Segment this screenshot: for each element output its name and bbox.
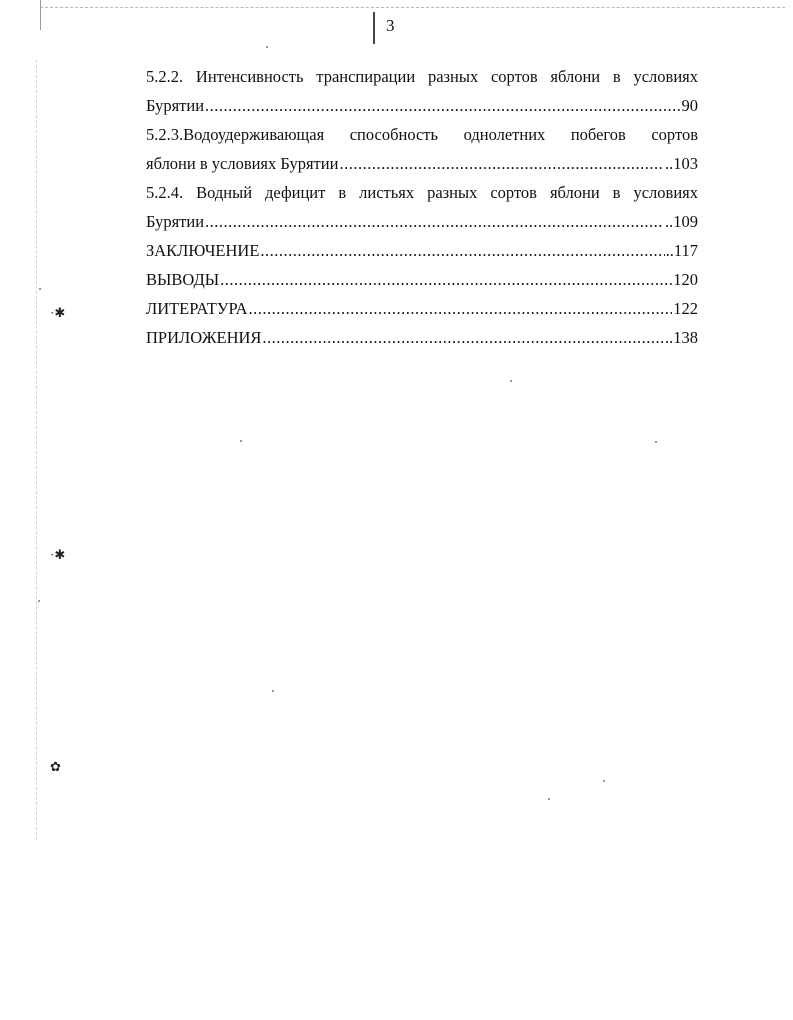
toc-entry-line [146, 265, 698, 294]
toc-page-number: ..103 [665, 154, 698, 173]
toc-entry-title-tail: Бурятии [146, 212, 205, 231]
toc-leader-dots [205, 91, 680, 120]
scan-speck [272, 690, 274, 692]
toc-entry-title: ПРИЛОЖЕНИЯ [146, 328, 262, 347]
toc-page-number: 120 [673, 270, 698, 289]
toc-entry-line [146, 323, 698, 352]
toc-entry-title-tail: яблони в условиях Бурятии [146, 154, 339, 173]
toc-entry-title: ЛИТЕРАТУРА [146, 299, 248, 318]
table-of-contents [146, 62, 698, 352]
toc-entry-line [146, 207, 698, 236]
toc-entry-title: 5.2.2. Интенсивность транспирации разных сортов яблони в условиях [146, 67, 698, 86]
toc-entry [146, 323, 698, 352]
toc-entry-line [146, 236, 698, 265]
toc-leader-dots [339, 149, 664, 178]
toc-entry [146, 178, 698, 236]
scan-speck [266, 46, 268, 48]
page-number: 3 [386, 16, 395, 35]
toc-entry-line [146, 149, 698, 178]
toc-leader-dots [249, 294, 673, 323]
scan-speck [510, 380, 512, 382]
binding-hole-mark: ·✱ [50, 547, 66, 562]
toc-entry-title: ВЫВОДЫ [146, 270, 220, 289]
toc-entry [146, 62, 698, 120]
toc-leader-dots [262, 323, 664, 352]
binding-hole-mark: ✿ [50, 759, 61, 774]
toc-page-number: ..117 [665, 241, 698, 260]
toc-leader-dots [260, 236, 664, 265]
toc-entry [146, 265, 698, 294]
toc-page-number: 122 [673, 299, 698, 318]
toc-entry-title: 5.2.4. Водный дефицит в листьях разных сортов яблони в условиях [146, 183, 698, 202]
binding-margin-line [36, 60, 37, 840]
scan-speck [603, 780, 605, 782]
toc-entry-title: 5.2.3.Водоудерживающая способность однолетних побегов сортов [146, 125, 698, 144]
scan-edge-left [40, 0, 41, 30]
toc-entry [146, 120, 698, 178]
scan-speck [39, 288, 41, 290]
toc-entry-title-tail: Бурятии [146, 96, 205, 115]
toc-page-number: ..109 [665, 212, 698, 231]
toc-entry-line [146, 294, 698, 323]
page-number-bar [373, 12, 375, 44]
toc-leader-dots [220, 265, 672, 294]
toc-entry [146, 236, 698, 265]
toc-page-number: ..138 [665, 328, 698, 347]
toc-entry-line [146, 91, 698, 120]
scan-speck [548, 798, 550, 800]
toc-page-number: 90 [681, 96, 698, 115]
toc-entry-title: ЗАКЛЮЧЕНИЕ [146, 241, 260, 260]
toc-leader-dots [205, 207, 664, 236]
scan-speck [655, 441, 657, 443]
scan-edge-top [40, 7, 785, 8]
scan-speck [240, 440, 242, 442]
scan-speck [38, 600, 40, 602]
binding-hole-mark: ·✱ [50, 305, 66, 320]
toc-entry [146, 294, 698, 323]
